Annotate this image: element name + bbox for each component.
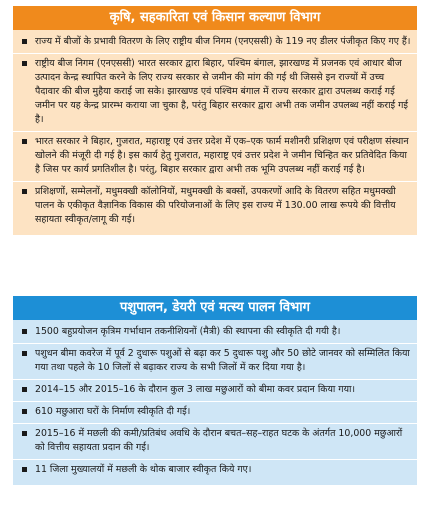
bullet-icon	[22, 409, 27, 414]
list-item	[13, 459, 417, 481]
bullet-icon	[22, 431, 27, 436]
list-item-text: राष्ट्रीय बीज निगम (एनएससी) भारत सरकार द्वारा बिहार, पश्चिम बंगाल, झारखण्ड में प्रजनक एवं आधार बीज उत्पादन केन्द्र स्थापित करने के लिए राज्य सरकार से जमीन की मांग की गई थी जिससे इन राज्यों में उच्च पैदावार की बीज मुहैया कराई जा सके। झारखण्ड एवं पश्चिम बंगाल में राज्य सरकार द्वारा उपलब्ध कराई गई जमीन पर यह केन्द्र प्रारम्भ कराया जा चुका है, परंतु बिहार सरकार द्वारा अभी तक जमीन उपलब्ध नहीं कराई गई है।	[35, 58, 408, 125]
agriculture-section-title: कृषि, सहकारिता एवं किसान कल्याण विभाग	[13, 6, 417, 30]
list-item	[13, 343, 417, 379]
list-item	[13, 32, 417, 53]
bullet-icon	[22, 329, 27, 334]
bullet-icon	[22, 39, 27, 44]
bullet-icon	[22, 351, 27, 356]
animal-husbandry-section	[13, 296, 417, 485]
bullet-icon	[22, 139, 27, 144]
bullet-icon	[22, 61, 27, 66]
animal-husbandry-section-title: पशुपालन, डेयरी एवं मत्स्य पालन विभाग	[13, 296, 417, 320]
list-item	[13, 423, 417, 459]
list-item	[13, 181, 417, 231]
list-item-text: 610 मछुआरा घरों के निर्माण स्वीकृति दी गई।	[35, 406, 191, 417]
animal-husbandry-items-list	[13, 320, 417, 485]
list-item-text: 2015–16 में मछली की कमी/प्रतिबंध अवधि के दौरान बचत–सह–राहत घटक के अंतर्गत 10,000 मछुआरों को वित्तीय सहायता प्रदान की गई।	[35, 428, 403, 453]
agriculture-section	[13, 6, 417, 235]
list-item	[13, 379, 417, 401]
list-item-text: पशुधन बीमा कवरेज में पूर्व 2 दुधारू पशुओं से बढ़ा कर 5 दुधारू पशु और 50 छोटे जानवर को सम्मिलित किया गया तथा पहले के 10 जिलों से बढ़ाकर राज्य के सभी जिलों में कर दिया गया है।	[35, 348, 410, 373]
list-item-text: 11 जिला मुख्यालयों में मछली के थोक बाजार स्वीकृत किये गए।	[35, 464, 252, 475]
list-item-text: प्रशिक्षणों, सम्मेलनों, मधुमक्खी कॉलोनियों, मधुमक्खी के बक्सों, उपकरणों आदि के वितरण सहित मधुमक्खी पालन के एकीकृत वैज्ञानिक विकास की परियोजनाओं के लिए इस राज्य में 130.00 लाख रूपये की वित्तीय सहायता स्वीकृत/लागू की गई।	[35, 186, 396, 225]
bullet-icon	[22, 467, 27, 472]
list-item	[13, 322, 417, 343]
agriculture-items-list	[13, 30, 417, 235]
list-item-text: भारत सरकार ने बिहार, गुजरात, महाराष्ट्र एवं उत्तर प्रदेश में एक–एक फार्म मशीनरी प्रशिक्षण एवं परीक्षण संस्थान खोलने की मंजूरी दी गई है। इस कार्य हेतु गुजरात, महाराष्ट्र एवं उत्तर प्रदेश ने जमीन चिन्हित कर प्रतिवेदित किया है जिस पर कार्य प्रगतिशील है। परंतु, बिहार सरकार द्वारा अभी तक भूमि उपलब्ध नहीं कराई गई है।	[35, 136, 409, 175]
bullet-icon	[22, 189, 27, 194]
bullet-icon	[22, 387, 27, 392]
list-item	[13, 53, 417, 131]
list-item	[13, 131, 417, 181]
list-item-text: राज्य में बीजों के प्रभावी वितरण के लिए राष्ट्रीय बीज निगम (एनएससी) के 119 नए डीलर पंजीकृत किए गए हैं।	[35, 36, 411, 47]
list-item-text: 2014–15 और 2015–16 के दौरान कुल 3 लाख मछुआरों को बीमा कवर प्रदान किया गया।	[35, 384, 355, 395]
list-item-text: 1500 बहुप्रयोजन कृत्रिम गर्भाधान तकनीशियनों (मैत्री) की स्थापना की स्वीकृति दी गयी है।	[35, 326, 341, 337]
list-item	[13, 401, 417, 423]
